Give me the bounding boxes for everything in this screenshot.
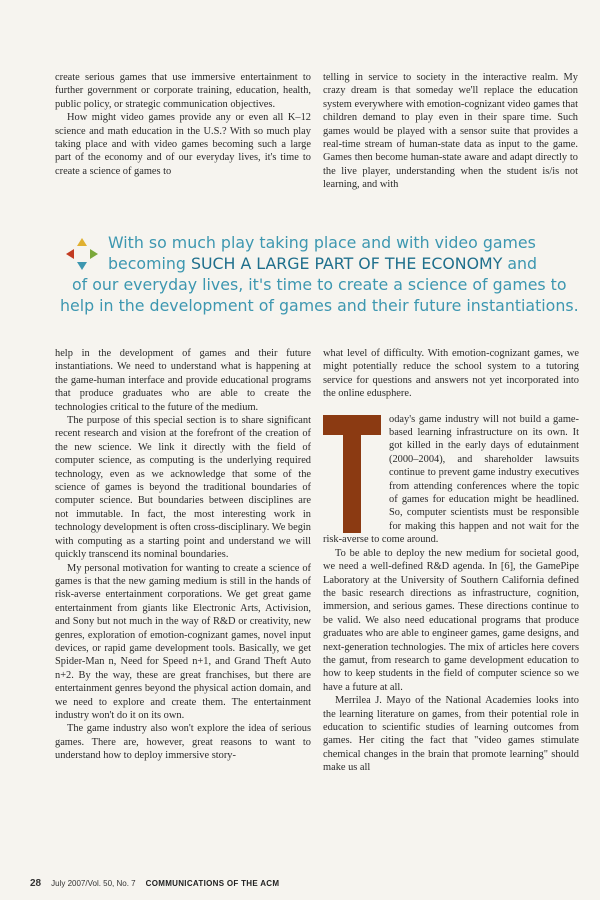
- pull-quote-text: becoming: [108, 254, 191, 273]
- journal-title: COMMUNICATIONS OF THE ACM: [145, 879, 280, 888]
- page-number: 28: [30, 878, 42, 889]
- pull-quote: [60, 232, 580, 316]
- paragraph: How might video games provide any or even all K–12 science and math education in the U.S.? With so much play taking place and with video games becoming such a large part of the economy and of our everyday lives, it's time to create a science of games to: [55, 112, 311, 177]
- pull-quote-emphasis: SUCH A LARGE PART OF THE ECONOMY: [190, 254, 503, 273]
- pull-quote-line: help in the development of games and their future instantiations.: [60, 296, 579, 315]
- pull-quote-text: and: [502, 254, 538, 273]
- issue-info: July 2007/Vol. 50, No. 7: [51, 879, 136, 888]
- paragraph: To be able to deploy the new medium for societal good, we need a well-defined R&D agenda. In [6], the GamePipe Laboratory at the University of Southern California defined the basic research directions as infrastructure, cognition, immersion, and serious games. These directions continue to be valid. We also need educational programs that produce graduates who are able to engineer games, game designs, and next-generation technologies. The mix of articles here covers the gamut, from research to game development education to how to keep students in the field of computer science so we have a future at all.: [323, 547, 579, 693]
- paragraph: The game industry also won't explore the idea of serious games. There are, however, great reasons to want to understand how to deploy immersive story-: [55, 723, 311, 762]
- dropcap-paragraph: [323, 413, 579, 547]
- dropcap-letter: [323, 415, 381, 533]
- pull-quote-line: of our everyday lives, it's time to create a science of games to: [72, 275, 567, 294]
- page-footer: [30, 878, 570, 889]
- paragraph: telling in service to society in the interactive realm. My crazy dream is that someday we'll replace the education system everywhere with emotion-cognizant video games that children demand to play even in their spare time. Such games would be played with a sensor suite that provides a real-time stream of human-state data as input to the game. Games then become human-state aware and adapt directly to the live player, understanding when the student is/is not learning, and with: [323, 72, 578, 191]
- paragraph: what level of difficulty. With emotion-cognizant games, we might potentially reduce the school system to a tutoring service for questions and answers not yet incorporated into the online edusphere.: [323, 348, 579, 400]
- paragraph: oday's game industry will not build a game-based learning infrastructure on its own. It got killed in the early days of edutainment (2000–2004), and shareholder lawsuits continue to prevent game industry executives from attending conferences where the topic of games for education might be headlined. So, computer scientists must be responsible for making this happen and not wait for the risk-averse to come around.: [323, 413, 579, 546]
- paragraph: My personal motivation for wanting to create a science of games is that the new gaming medium is still in the hands of risk-averse entertainment corporations. We get great game entertainment from giants like Electronic Arts, Activision, and Sony but not much in the way of R&D or creativity, new genres, exploration of emotion-cognizant games, novel input devices, or rapid game development tools. Basically, we get Spider-Man n, Need for Speed n+1, and Grand Theft Auto n+2. By the way, these are great franchises, but there are entertainment genres beyond the physical action domain, and we need to explore and create them. The entertainment industry won't do it on its own.: [55, 562, 311, 721]
- bottom-left-column: [55, 347, 311, 763]
- paragraph: help in the development of games and their future instantiations. We need to understand what is happening at the game-human interface and provide educational programs that produce graduates who are able to create the technologies critical to the future of the medium.: [55, 348, 311, 413]
- paragraph: Merrilea J. Mayo of the National Academies looks into the learning literature on games, from their potential role in education to scientific studies of learning outcomes from games. Her citing the fact that "video games stimulate chemical changes in the brain that promote learning" should make us all: [323, 695, 579, 774]
- pull-quote-line: With so much play taking place and with video games: [108, 233, 536, 252]
- top-right-column: [323, 71, 578, 192]
- pull-quote-line: [60, 253, 580, 274]
- bottom-right-column: [323, 347, 579, 775]
- paragraph: create serious games that use immersive entertainment to further government or corporate training, education, health, public policy, or strategic communication objectives.: [55, 72, 311, 110]
- top-left-column: [55, 71, 311, 178]
- paragraph: The purpose of this special section is to share significant recent research and vision at the forefront of the creation of the new science. We link it directly with the field of computer science, as computing is the underlying required technology, even as we acknowledge that some of the science of games is beyond the traditional boundaries of computer science. But boundaries between disciplines are not immutable. In fact, the most interesting work in technology development is often cross-disciplinary. We begin with computing as a starting point and understand we will quickly transcend its nominal boundaries.: [55, 415, 311, 561]
